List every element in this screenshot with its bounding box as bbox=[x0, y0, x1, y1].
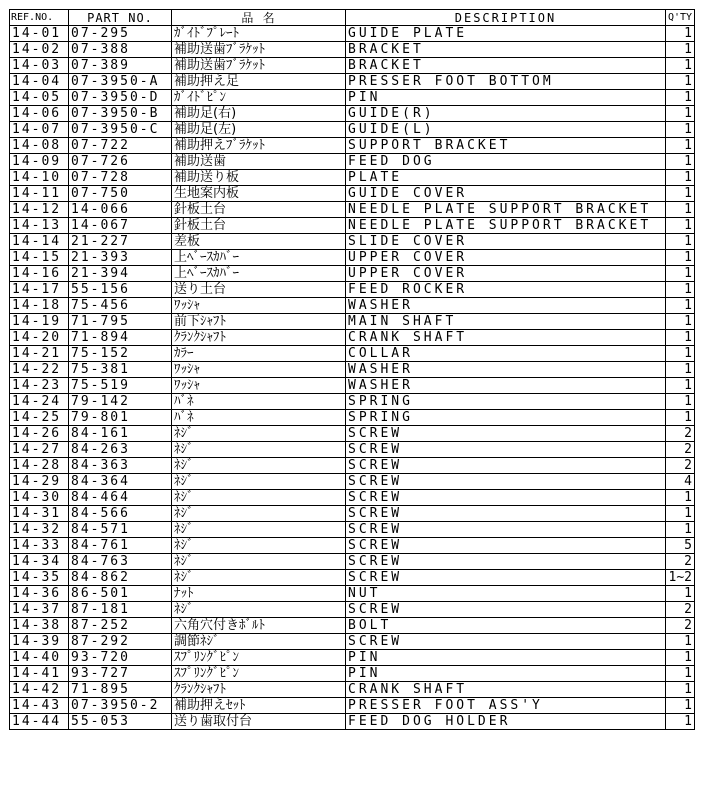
part-no-cell: 84-571 bbox=[69, 522, 172, 538]
japanese-name-cell: ｶﾞｲﾄﾞﾋﾟﾝ bbox=[172, 90, 346, 106]
ref-no-cell: 14-30 bbox=[10, 490, 69, 506]
quantity-cell: 1 bbox=[666, 682, 695, 698]
ref-no-cell: 14-42 bbox=[10, 682, 69, 698]
part-no-cell: 14-066 bbox=[69, 202, 172, 218]
ref-no-cell: 14-05 bbox=[10, 90, 69, 106]
part-no-cell: 87-181 bbox=[69, 602, 172, 618]
description-cell: SCREW bbox=[346, 538, 666, 554]
quantity-cell: 1 bbox=[666, 202, 695, 218]
part-no-cell: 75-381 bbox=[69, 362, 172, 378]
part-no-cell: 71-895 bbox=[69, 682, 172, 698]
part-no-cell: 93-727 bbox=[69, 666, 172, 682]
table-row bbox=[10, 634, 695, 650]
part-no-cell: 21-393 bbox=[69, 250, 172, 266]
ref-no-cell: 14-03 bbox=[10, 58, 69, 74]
description-cell: SCREW bbox=[346, 426, 666, 442]
japanese-name-cell: ｽﾌﾟﾘﾝｸﾞﾋﾟﾝ bbox=[172, 650, 346, 666]
table-row bbox=[10, 474, 695, 490]
japanese-name-cell: 調節ﾈｼﾞ bbox=[172, 634, 346, 650]
japanese-name-cell: ｽﾌﾟﾘﾝｸﾞﾋﾟﾝ bbox=[172, 666, 346, 682]
description-cell: FEED DOG HOLDER bbox=[346, 714, 666, 730]
table-row bbox=[10, 458, 695, 474]
quantity-cell: 2 bbox=[666, 618, 695, 634]
ref-no-cell: 14-04 bbox=[10, 74, 69, 90]
ref-no-cell: 14-32 bbox=[10, 522, 69, 538]
description-cell: BRACKET bbox=[346, 42, 666, 58]
description-cell: NEEDLE PLATE SUPPORT BRACKET bbox=[346, 202, 666, 218]
part-no-cell: 07-3950-2 bbox=[69, 698, 172, 714]
ref-no-cell: 14-24 bbox=[10, 394, 69, 410]
ref-no-cell: 14-12 bbox=[10, 202, 69, 218]
table-row bbox=[10, 682, 695, 698]
table-row bbox=[10, 378, 695, 394]
quantity-cell: 1 bbox=[666, 314, 695, 330]
japanese-name-cell: ﾜｯｼｬ bbox=[172, 362, 346, 378]
ref-no-cell: 14-07 bbox=[10, 122, 69, 138]
japanese-name-cell: 補助押えｾｯﾄ bbox=[172, 698, 346, 714]
header-japanese-name: 品 名 bbox=[172, 10, 346, 26]
description-cell: CRANK SHAFT bbox=[346, 682, 666, 698]
header-description: DESCRIPTION bbox=[346, 10, 666, 26]
table-row bbox=[10, 122, 695, 138]
quantity-cell: 1 bbox=[666, 170, 695, 186]
description-cell: NUT bbox=[346, 586, 666, 602]
japanese-name-cell: 上ﾍﾞｰｽｶﾊﾞｰ bbox=[172, 266, 346, 282]
quantity-cell: 1 bbox=[666, 586, 695, 602]
quantity-cell: 1 bbox=[666, 58, 695, 74]
quantity-cell: 1 bbox=[666, 42, 695, 58]
japanese-name-cell: 補助送り板 bbox=[172, 170, 346, 186]
japanese-name-cell: ｸﾗﾝｸｼｬﾌﾄ bbox=[172, 330, 346, 346]
description-cell: FEED DOG bbox=[346, 154, 666, 170]
table-row bbox=[10, 330, 695, 346]
part-no-cell: 87-292 bbox=[69, 634, 172, 650]
table-row bbox=[10, 426, 695, 442]
header-quantity: Q'TY bbox=[666, 10, 695, 26]
table-row bbox=[10, 170, 695, 186]
table-row bbox=[10, 666, 695, 682]
description-cell: SPRING bbox=[346, 410, 666, 426]
japanese-name-cell: ﾈｼﾞ bbox=[172, 570, 346, 586]
quantity-cell: 1 bbox=[666, 266, 695, 282]
japanese-name-cell: 前下ｼｬﾌﾄ bbox=[172, 314, 346, 330]
part-no-cell: 84-761 bbox=[69, 538, 172, 554]
part-no-cell: 07-750 bbox=[69, 186, 172, 202]
part-no-cell: 86-501 bbox=[69, 586, 172, 602]
table-row bbox=[10, 26, 695, 42]
description-cell: PRESSER FOOT BOTTOM bbox=[346, 74, 666, 90]
ref-no-cell: 14-36 bbox=[10, 586, 69, 602]
part-no-cell: 07-3950-C bbox=[69, 122, 172, 138]
ref-no-cell: 14-19 bbox=[10, 314, 69, 330]
ref-no-cell: 14-41 bbox=[10, 666, 69, 682]
ref-no-cell: 14-38 bbox=[10, 618, 69, 634]
part-no-cell: 84-464 bbox=[69, 490, 172, 506]
table-row bbox=[10, 298, 695, 314]
description-cell: SCREW bbox=[346, 554, 666, 570]
header-part-no: PART NO. bbox=[69, 10, 172, 26]
quantity-cell: 1 bbox=[666, 362, 695, 378]
part-no-cell: 71-894 bbox=[69, 330, 172, 346]
part-no-cell: 21-227 bbox=[69, 234, 172, 250]
description-cell: FEED ROCKER bbox=[346, 282, 666, 298]
table-row bbox=[10, 74, 695, 90]
table-row bbox=[10, 570, 695, 586]
table-row bbox=[10, 106, 695, 122]
quantity-cell: 1 bbox=[666, 634, 695, 650]
description-cell: WASHER bbox=[346, 298, 666, 314]
table-row bbox=[10, 58, 695, 74]
parts-list-table bbox=[9, 9, 695, 730]
part-no-cell: 84-161 bbox=[69, 426, 172, 442]
quantity-cell: 1 bbox=[666, 714, 695, 730]
description-cell: SCREW bbox=[346, 458, 666, 474]
table-row bbox=[10, 218, 695, 234]
quantity-cell: 2 bbox=[666, 442, 695, 458]
quantity-cell: 1 bbox=[666, 506, 695, 522]
part-no-cell: 84-862 bbox=[69, 570, 172, 586]
table-row bbox=[10, 554, 695, 570]
ref-no-cell: 14-01 bbox=[10, 26, 69, 42]
ref-no-cell: 14-15 bbox=[10, 250, 69, 266]
japanese-name-cell: ﾜｯｼｬ bbox=[172, 378, 346, 394]
table-row bbox=[10, 410, 695, 426]
quantity-cell: 2 bbox=[666, 458, 695, 474]
description-cell: SCREW bbox=[346, 602, 666, 618]
japanese-name-cell: ｶﾞｲﾄﾞﾌﾟﾚｰﾄ bbox=[172, 26, 346, 42]
description-cell: PIN bbox=[346, 666, 666, 682]
table-row bbox=[10, 314, 695, 330]
part-no-cell: 07-388 bbox=[69, 42, 172, 58]
japanese-name-cell: ﾈｼﾞ bbox=[172, 538, 346, 554]
part-no-cell: 75-519 bbox=[69, 378, 172, 394]
ref-no-cell: 14-44 bbox=[10, 714, 69, 730]
ref-no-cell: 14-08 bbox=[10, 138, 69, 154]
quantity-cell: 1 bbox=[666, 650, 695, 666]
japanese-name-cell: 上ﾍﾞｰｽｶﾊﾞｰ bbox=[172, 250, 346, 266]
quantity-cell: 1 bbox=[666, 282, 695, 298]
japanese-name-cell: ｶﾗｰ bbox=[172, 346, 346, 362]
description-cell: PIN bbox=[346, 90, 666, 106]
description-cell: CRANK SHAFT bbox=[346, 330, 666, 346]
table-row bbox=[10, 490, 695, 506]
quantity-cell: 4 bbox=[666, 474, 695, 490]
description-cell: PRESSER FOOT ASS'Y bbox=[346, 698, 666, 714]
ref-no-cell: 14-40 bbox=[10, 650, 69, 666]
table-row bbox=[10, 234, 695, 250]
part-no-cell: 79-801 bbox=[69, 410, 172, 426]
quantity-cell: 1 bbox=[666, 250, 695, 266]
ref-no-cell: 14-20 bbox=[10, 330, 69, 346]
ref-no-cell: 14-31 bbox=[10, 506, 69, 522]
quantity-cell: 1 bbox=[666, 234, 695, 250]
quantity-cell: 1~2 bbox=[666, 570, 695, 586]
ref-no-cell: 14-43 bbox=[10, 698, 69, 714]
part-no-cell: 84-566 bbox=[69, 506, 172, 522]
quantity-cell: 1 bbox=[666, 154, 695, 170]
japanese-name-cell: ﾊﾞﾈ bbox=[172, 394, 346, 410]
ref-no-cell: 14-33 bbox=[10, 538, 69, 554]
ref-no-cell: 14-02 bbox=[10, 42, 69, 58]
japanese-name-cell: ﾈｼﾞ bbox=[172, 506, 346, 522]
ref-no-cell: 14-10 bbox=[10, 170, 69, 186]
description-cell: GUIDE PLATE bbox=[346, 26, 666, 42]
part-no-cell: 84-763 bbox=[69, 554, 172, 570]
ref-no-cell: 14-06 bbox=[10, 106, 69, 122]
description-cell: PIN bbox=[346, 650, 666, 666]
quantity-cell: 1 bbox=[666, 218, 695, 234]
ref-no-cell: 14-22 bbox=[10, 362, 69, 378]
ref-no-cell: 14-29 bbox=[10, 474, 69, 490]
ref-no-cell: 14-17 bbox=[10, 282, 69, 298]
quantity-cell: 1 bbox=[666, 346, 695, 362]
japanese-name-cell: ﾈｼﾞ bbox=[172, 490, 346, 506]
quantity-cell: 2 bbox=[666, 554, 695, 570]
ref-no-cell: 14-13 bbox=[10, 218, 69, 234]
ref-no-cell: 14-11 bbox=[10, 186, 69, 202]
part-no-cell: 07-3950-B bbox=[69, 106, 172, 122]
part-no-cell: 75-456 bbox=[69, 298, 172, 314]
quantity-cell: 1 bbox=[666, 90, 695, 106]
description-cell: UPPER COVER bbox=[346, 250, 666, 266]
table-row bbox=[10, 266, 695, 282]
description-cell: SCREW bbox=[346, 474, 666, 490]
table-row bbox=[10, 250, 695, 266]
table-row bbox=[10, 138, 695, 154]
japanese-name-cell: ﾈｼﾞ bbox=[172, 426, 346, 442]
table-row bbox=[10, 522, 695, 538]
japanese-name-cell: ﾅｯﾄ bbox=[172, 586, 346, 602]
part-no-cell: 87-252 bbox=[69, 618, 172, 634]
quantity-cell: 1 bbox=[666, 410, 695, 426]
ref-no-cell: 14-23 bbox=[10, 378, 69, 394]
quantity-cell: 1 bbox=[666, 26, 695, 42]
quantity-cell: 1 bbox=[666, 74, 695, 90]
part-no-cell: 55-156 bbox=[69, 282, 172, 298]
japanese-name-cell: 針板土台 bbox=[172, 202, 346, 218]
japanese-name-cell: 差板 bbox=[172, 234, 346, 250]
japanese-name-cell: ﾊﾞﾈ bbox=[172, 410, 346, 426]
table-row bbox=[10, 282, 695, 298]
description-cell: SCREW bbox=[346, 490, 666, 506]
quantity-cell: 1 bbox=[666, 490, 695, 506]
part-no-cell: 84-263 bbox=[69, 442, 172, 458]
description-cell: NEEDLE PLATE SUPPORT BRACKET bbox=[346, 218, 666, 234]
japanese-name-cell: ﾈｼﾞ bbox=[172, 442, 346, 458]
ref-no-cell: 14-21 bbox=[10, 346, 69, 362]
part-no-cell: 93-720 bbox=[69, 650, 172, 666]
part-no-cell: 71-795 bbox=[69, 314, 172, 330]
ref-no-cell: 14-34 bbox=[10, 554, 69, 570]
table-row bbox=[10, 586, 695, 602]
part-no-cell: 07-3950-A bbox=[69, 74, 172, 90]
quantity-cell: 1 bbox=[666, 522, 695, 538]
part-no-cell: 55-053 bbox=[69, 714, 172, 730]
quantity-cell: 1 bbox=[666, 378, 695, 394]
description-cell: BOLT bbox=[346, 618, 666, 634]
part-no-cell: 79-142 bbox=[69, 394, 172, 410]
part-no-cell: 75-152 bbox=[69, 346, 172, 362]
description-cell: SCREW bbox=[346, 570, 666, 586]
table-row bbox=[10, 618, 695, 634]
description-cell: GUIDE(L) bbox=[346, 122, 666, 138]
quantity-cell: 1 bbox=[666, 330, 695, 346]
quantity-cell: 1 bbox=[666, 698, 695, 714]
description-cell: SPRING bbox=[346, 394, 666, 410]
part-no-cell: 84-363 bbox=[69, 458, 172, 474]
ref-no-cell: 14-25 bbox=[10, 410, 69, 426]
japanese-name-cell: 六角穴付きﾎﾞﾙﾄ bbox=[172, 618, 346, 634]
japanese-name-cell: 針板土台 bbox=[172, 218, 346, 234]
quantity-cell: 1 bbox=[666, 138, 695, 154]
table-row bbox=[10, 42, 695, 58]
japanese-name-cell: 補助足(左) bbox=[172, 122, 346, 138]
description-cell: WASHER bbox=[346, 362, 666, 378]
ref-no-cell: 14-18 bbox=[10, 298, 69, 314]
table-row bbox=[10, 90, 695, 106]
ref-no-cell: 14-39 bbox=[10, 634, 69, 650]
table-row bbox=[10, 506, 695, 522]
header-ref-no: REF.NO. bbox=[10, 10, 69, 26]
table-row bbox=[10, 202, 695, 218]
ref-no-cell: 14-35 bbox=[10, 570, 69, 586]
part-no-cell: 14-067 bbox=[69, 218, 172, 234]
japanese-name-cell: ｸﾗﾝｸｼｬﾌﾄ bbox=[172, 682, 346, 698]
quantity-cell: 1 bbox=[666, 298, 695, 314]
ref-no-cell: 14-28 bbox=[10, 458, 69, 474]
japanese-name-cell: 送り土台 bbox=[172, 282, 346, 298]
japanese-name-cell: 補助送歯ﾌﾞﾗｹｯﾄ bbox=[172, 42, 346, 58]
description-cell: BRACKET bbox=[346, 58, 666, 74]
japanese-name-cell: 補助押え足 bbox=[172, 74, 346, 90]
description-cell: MAIN SHAFT bbox=[346, 314, 666, 330]
table-row bbox=[10, 346, 695, 362]
table-row bbox=[10, 650, 695, 666]
japanese-name-cell: 補助送歯ﾌﾞﾗｹｯﾄ bbox=[172, 58, 346, 74]
japanese-name-cell: ﾜｯｼｬ bbox=[172, 298, 346, 314]
description-cell: GUIDE COVER bbox=[346, 186, 666, 202]
description-cell: SCREW bbox=[346, 522, 666, 538]
table-row bbox=[10, 394, 695, 410]
quantity-cell: 1 bbox=[666, 122, 695, 138]
japanese-name-cell: 補助足(右) bbox=[172, 106, 346, 122]
quantity-cell: 1 bbox=[666, 666, 695, 682]
table-row bbox=[10, 442, 695, 458]
description-cell: SCREW bbox=[346, 442, 666, 458]
table-row bbox=[10, 154, 695, 170]
quantity-cell: 5 bbox=[666, 538, 695, 554]
part-no-cell: 07-728 bbox=[69, 170, 172, 186]
description-cell: UPPER COVER bbox=[346, 266, 666, 282]
part-no-cell: 07-295 bbox=[69, 26, 172, 42]
quantity-cell: 1 bbox=[666, 106, 695, 122]
description-cell: PLATE bbox=[346, 170, 666, 186]
japanese-name-cell: ﾈｼﾞ bbox=[172, 554, 346, 570]
ref-no-cell: 14-16 bbox=[10, 266, 69, 282]
part-no-cell: 07-726 bbox=[69, 154, 172, 170]
table-row bbox=[10, 714, 695, 730]
japanese-name-cell: ﾈｼﾞ bbox=[172, 458, 346, 474]
table-row bbox=[10, 362, 695, 378]
quantity-cell: 1 bbox=[666, 186, 695, 202]
part-no-cell: 07-722 bbox=[69, 138, 172, 154]
japanese-name-cell: ﾈｼﾞ bbox=[172, 474, 346, 490]
japanese-name-cell: 補助押えﾌﾞﾗｹｯﾄ bbox=[172, 138, 346, 154]
table-row bbox=[10, 602, 695, 618]
japanese-name-cell: 送り歯取付台 bbox=[172, 714, 346, 730]
part-no-cell: 21-394 bbox=[69, 266, 172, 282]
part-no-cell: 07-3950-D bbox=[69, 90, 172, 106]
quantity-cell: 1 bbox=[666, 394, 695, 410]
part-no-cell: 84-364 bbox=[69, 474, 172, 490]
table-header-row bbox=[10, 10, 695, 26]
table-row bbox=[10, 186, 695, 202]
japanese-name-cell: 補助送歯 bbox=[172, 154, 346, 170]
quantity-cell: 2 bbox=[666, 426, 695, 442]
japanese-name-cell: 生地案内板 bbox=[172, 186, 346, 202]
description-cell: COLLAR bbox=[346, 346, 666, 362]
ref-no-cell: 14-27 bbox=[10, 442, 69, 458]
japanese-name-cell: ﾈｼﾞ bbox=[172, 602, 346, 618]
description-cell: SUPPORT BRACKET bbox=[346, 138, 666, 154]
description-cell: SCREW bbox=[346, 506, 666, 522]
description-cell: WASHER bbox=[346, 378, 666, 394]
part-no-cell: 07-389 bbox=[69, 58, 172, 74]
description-cell: SCREW bbox=[346, 634, 666, 650]
ref-no-cell: 14-09 bbox=[10, 154, 69, 170]
ref-no-cell: 14-14 bbox=[10, 234, 69, 250]
table-row bbox=[10, 698, 695, 714]
description-cell: GUIDE(R) bbox=[346, 106, 666, 122]
japanese-name-cell: ﾈｼﾞ bbox=[172, 522, 346, 538]
ref-no-cell: 14-37 bbox=[10, 602, 69, 618]
ref-no-cell: 14-26 bbox=[10, 426, 69, 442]
table-row bbox=[10, 538, 695, 554]
quantity-cell: 2 bbox=[666, 602, 695, 618]
description-cell: SLIDE COVER bbox=[346, 234, 666, 250]
